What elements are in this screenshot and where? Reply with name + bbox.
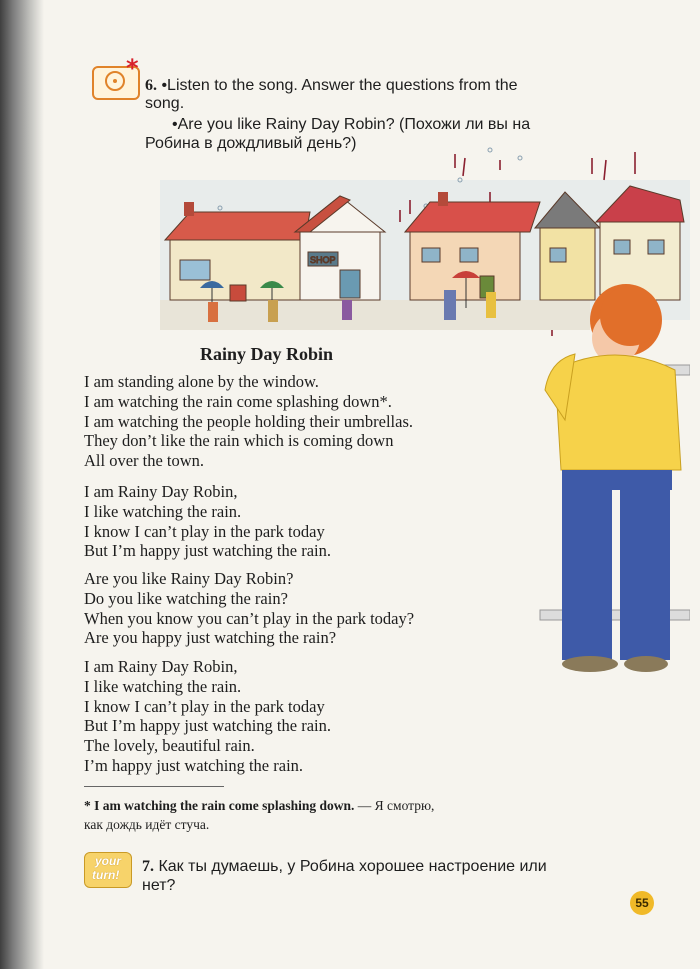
exercise-6-instruction-a-cont: song. xyxy=(145,95,185,112)
poem-stanza-4: I am Rainy Day Robin, I like watching the rain. I know I can’t play in the park today But I’m happy just watching the rain. The lovely, beautiful rain. I’m happy just watching the rain. xyxy=(84,657,331,775)
footnote-russian: Я смотрю, xyxy=(374,798,435,813)
exercise-6-instruction-b: •Are you like Rainy Day Robin? (Похожи ли вы на xyxy=(172,116,531,133)
your-turn-badge: your turn! xyxy=(84,852,132,888)
exercise-6-instruction-a: 6. •Listen to the song. Answer the questions from the xyxy=(145,77,518,94)
footnote-divider xyxy=(84,786,224,787)
footnote-russian-cont: как дождь идёт стуча. xyxy=(84,817,210,832)
song-title: Rainy Day Robin xyxy=(200,344,334,364)
poem-stanza-1: I am standing alone by the window. I am watching the rain come splashing down*. I am watching the people holding their umbrellas. They don’t like the rain which is coming down All over the town. xyxy=(84,372,413,471)
exercise-6-instruction-b-cont: Робина в дождливый день?) xyxy=(145,135,357,152)
page-number: 55 xyxy=(630,891,654,915)
footnote-english: * I am watching the rain come splashing down. xyxy=(84,798,355,813)
poem-stanza-2: I am Rainy Day Robin, I like watching the rain. I know I can’t play in the park today But I’m happy just watching the rain. xyxy=(84,482,331,561)
book-spine-shadow xyxy=(0,0,44,969)
exercise-7-question: 7. Как ты думаешь, у Робина хорошее настроение или xyxy=(142,858,547,875)
exercise-number: 6. xyxy=(145,77,157,94)
star-marker: * xyxy=(126,54,139,82)
shop-sign: SHOP xyxy=(310,255,336,265)
exercise-7-question-cont: нет? xyxy=(142,877,176,894)
poem-stanza-3: Are you like Rainy Day Robin? Do you like watching the rain? When you know you can’t play in the park today? Are you happy just watching the rain? xyxy=(84,569,415,648)
exercise-7-number: 7. xyxy=(142,858,154,875)
footnote: * I am watching the rain come splashing down. — Я смотрю, как дождь идёт стуча. xyxy=(84,798,435,832)
